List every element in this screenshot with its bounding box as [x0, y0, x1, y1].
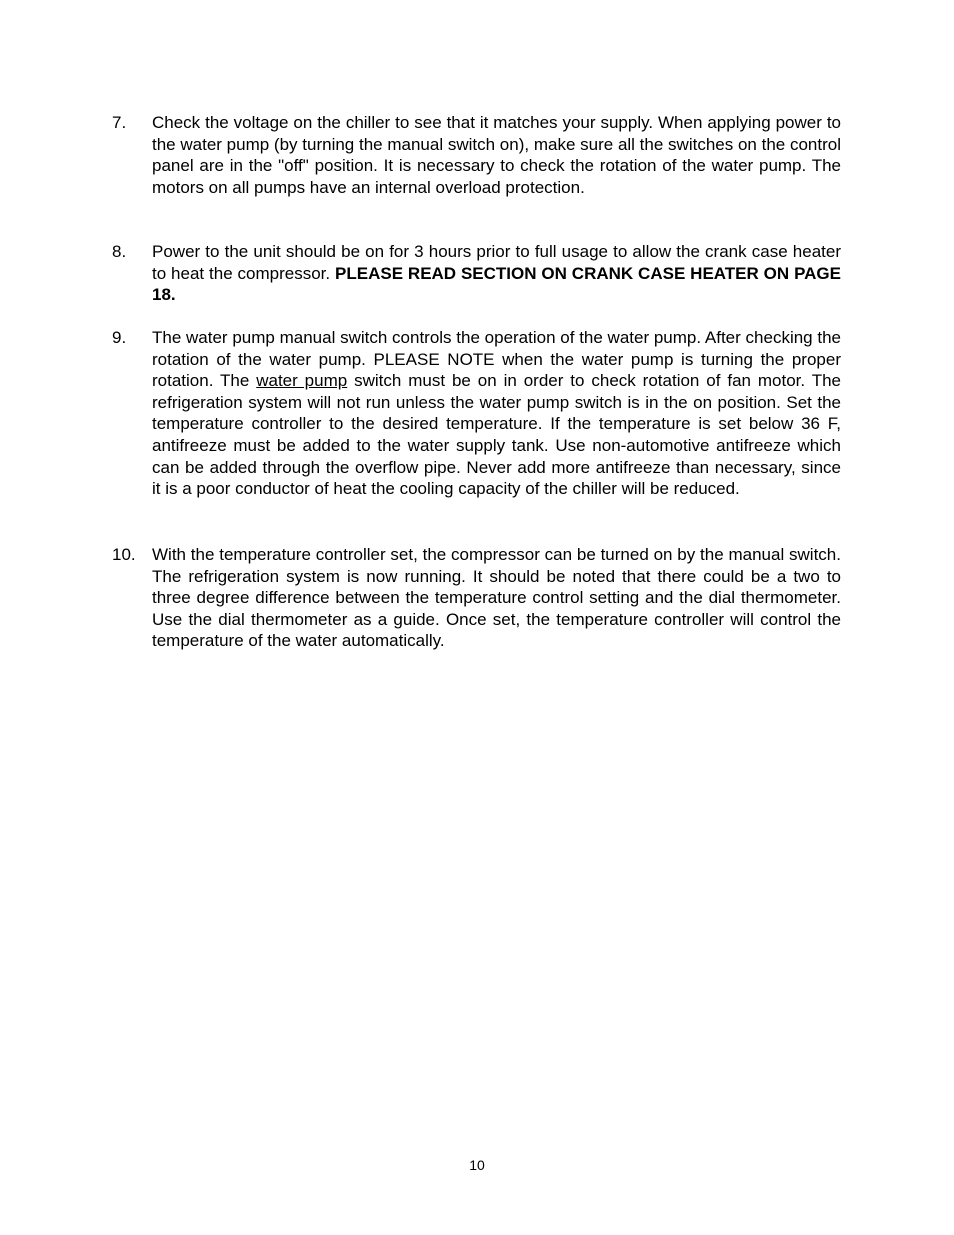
item-paragraph [152, 327, 841, 500]
item-text-after: switch must be on in order to check rotation of fan motor. The refrigeration system will not run unless the water pump switch is in the on position. Set the temperature controller to the desired temperature. If the temperature is set below 36 F, antifreeze must be added to the water supply tank. Use non-automotive antifreeze which can be added through the overflow pipe. Never add more antifreeze than necessary, since it is a poor conductor of heat the cooling capacity of the chiller will be reduced. [152, 371, 841, 499]
item-text: With the temperature controller set, the compressor can be turned on by the manual switch. The refrigeration system is now running. It should be noted that there could be a two to three degree difference between the temperature control setting and the dial thermometer. Use the dial thermometer as a guide. Once set, the temperature controller will control the temperature of the water automatically. [152, 545, 841, 651]
item-underlined-text: water pump [256, 371, 348, 391]
item-number: 7. [112, 113, 127, 132]
item-text: Power to the unit should be on for 3 hours prior to full usage to allow the crank case heater to heat the compressor. [152, 242, 841, 283]
item-number: 9. [112, 328, 127, 347]
item-number: 8. [112, 242, 127, 261]
item-paragraph [152, 112, 841, 198]
item-text-before: The water pump manual switch controls the operation of the water pump. After checking the rotation of the water pump. PLEASE NOTE when the water pump is turning the proper rotation. The [152, 328, 841, 391]
item-bold-notice: PLEASE READ SECTION ON CRANK CASE HEATER ON PAGE 18. [152, 263, 841, 305]
item-number: 10. [112, 545, 136, 564]
item-text: Check the voltage on the chiller to see that it matches your supply. When applying power to the water pump (by turning the manual switch on), make sure all the switches on the control panel are in the "off" position. It is necessary to check the rotation of the water pump. The motors on all pumps have an internal overload protection. [152, 113, 841, 197]
item-paragraph [152, 544, 841, 652]
item-paragraph [152, 241, 841, 306]
page-number: 10 [469, 1157, 485, 1173]
